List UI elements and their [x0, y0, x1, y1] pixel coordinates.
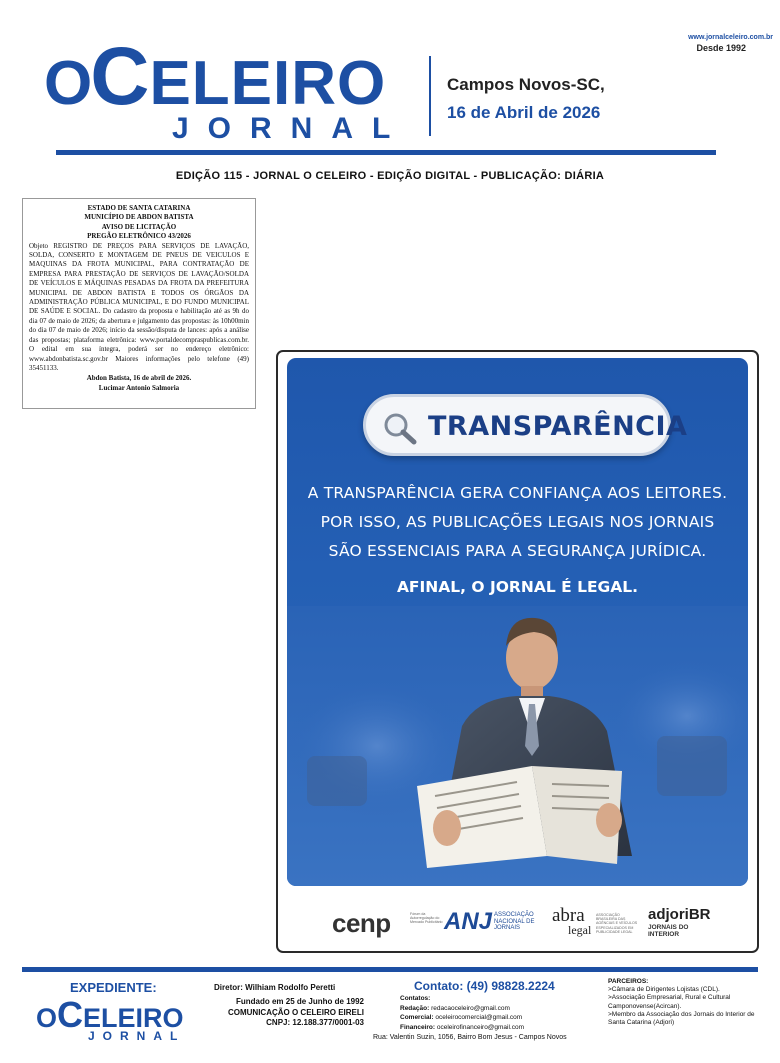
footer-logo: OCELEIRO JORNAL: [36, 994, 186, 1043]
cenp-subtitle: Fórum da Autorregulação do Mercado Publicitário: [410, 912, 443, 925]
abra-logo-legal: legal: [568, 923, 592, 937]
cenp-logo: cenp: [332, 908, 391, 938]
notice-place-date: Abdon Batista, 16 de abril de 2026.: [86, 374, 192, 383]
header-rule: [56, 150, 716, 155]
adjori-logo: adjoriBR: [648, 906, 711, 923]
logo-wordmark: OCELEIRO: [44, 31, 387, 122]
footer-logo-subtitle: JORNAL: [88, 1029, 186, 1043]
address: Rua: Valentin Suzin, 1056, Bairro Bom Jesus - Campos Novos: [373, 1034, 567, 1041]
contact-label: Redação:: [400, 1004, 430, 1012]
notice-number: PREGÃO ELETRÔNICO 43/2026: [87, 232, 191, 241]
partner-item: >Associação Empresarial, Rural e Cultural Camponovense(Acircan).: [608, 994, 731, 1010]
ad-pill-title: TRANSPARÊNCIA: [428, 411, 688, 442]
partners-list: [608, 978, 768, 1027]
notice-title: AVISO DE LICITAÇÃO: [101, 222, 177, 231]
contact-label: Financeiro:: [400, 1023, 436, 1031]
partner-item: >Câmara de Dirigentes Lojistas (CDL).: [608, 986, 720, 994]
ad-search-pill: [363, 394, 688, 456]
ad-line-2: POR ISSO, AS PUBLICAÇÕES LEGAIS NOS JORNAIS: [320, 513, 715, 531]
adjori-subtitle: JORNAIS DO INTERIOR: [648, 924, 689, 938]
ad-line-1: A TRANSPARÊNCIA GERA CONFIANÇA AOS LEITORES.: [307, 484, 728, 502]
ad-partner-logos: [330, 900, 720, 940]
footer-rule: [22, 967, 758, 972]
partners-title: PARCEIROS:: [608, 978, 649, 985]
site-link[interactable]: www.jornalceleiro.com.br: [688, 34, 773, 41]
contacts-label: Contatos:: [400, 995, 431, 1002]
ad-line-3: SÃO ESSENCIAIS PARA A SEGURANÇA JURÍDICA.: [328, 542, 707, 560]
anj-subtitle: ASSOCIAÇÃO NACIONAL DE JORNAIS: [494, 912, 535, 931]
anj-logo: ANJ: [444, 908, 493, 935]
notice-body: Objeto REGISTRO DE PREÇOS PARA SERVIÇOS DE LAVAÇÃO, SOLDA, CONSERTO E MONTAGEM DE PNEUS DE VEICULOS E MAQUINAS DA FROTA MUNICIPAL, PARA CONTRATAÇÃO DE EMPRESA PARA PRESTAÇÃO DE SERVIÇOS DE LAVAÇÃO/SOLDA DE VEÍCULOS E MÁQUINAS PESADAS DA FROTA DA PREFEITURA MUNICIPAL DE ABDON BATISTA E TODOS OS ÓRGÃOS DA ADMINISTRAÇÃO PÚBLICA MUNICIPAL, E DO FUNDO MUNICIPAL DE SAÚDE E SOCIAL. Do cadastro da proposta e habilitação até as 9h do dia 07 de maio de 2026; da abertura e julgamento das propostas: às 10h00min do dia 07 de maio de 2026; início da sessão/disputa de lances: após a análise das propostas; plataforma eletrônica: www.portaldecompraspublicas.com.br. O edital em sua íntegra, poderá ser no endereço eletrônico: www.abdonbatista.sc.gov.br Maiores informações pelo telefone (49) 35451133.: [29, 241, 249, 372]
abra-logo: abra: [552, 905, 585, 926]
masthead-logo: [44, 30, 414, 145]
notice-signer: Lucimar Antonio Salmoria: [98, 383, 180, 392]
header-city: Campos Novos-SC,: [447, 75, 605, 94]
transparency-ad: [287, 358, 748, 886]
director: Diretor: Wilhiam Rodolfo Peretti: [214, 983, 336, 992]
contact-phone: Contato: (49) 98828.2224: [414, 979, 555, 993]
legal-notice: [22, 198, 256, 409]
notice-municipality: MUNICÍPIO DE ABDON BATISTA: [84, 213, 194, 222]
edition-line: EDIÇÃO 115 - JORNAL O CELEIRO - EDIÇÃO DIGITAL - PUBLICAÇÃO: DIÁRIA: [175, 170, 605, 182]
since-label: Desde 1992: [696, 43, 746, 53]
notice-state: ESTADO DE SANTA CATARINA: [87, 204, 191, 212]
company-name: COMUNICAÇÃO O CELEIRO EIRELI: [227, 1007, 364, 1017]
magnifier-icon: [380, 410, 420, 446]
ad-cta: AFINAL, O JORNAL É LEGAL.: [396, 578, 639, 596]
contact-label: Comercial:: [400, 1014, 434, 1022]
email-link[interactable]: redacaoceleiro@gmail.com: [431, 1004, 510, 1012]
company-meta: [222, 997, 364, 1029]
partner-item: >Membro da Associação dos Jornais do Interior de Santa Catarina (Adjori): [608, 1010, 755, 1027]
email-link[interactable]: oceleirocomercial@gmail.com: [435, 1014, 523, 1022]
contact-list: [400, 994, 524, 1032]
abra-subtitle: ASSOCIAÇÃO BRASILEIRA DAS AGÊNCIAS E VEÍCULOS ESPECIALIZADOS EM PUBLICIDADE LEGAL: [596, 913, 638, 934]
founded-line: Fundado em 25 de Junho de 1992: [235, 997, 364, 1006]
cnpj-line: CNPJ: 12.188.377/0001-03: [266, 1018, 364, 1027]
logo-subtitle: JORNAL: [172, 112, 410, 145]
email-link[interactable]: oceleirofinanceiro@gmail.com: [436, 1023, 525, 1031]
newspaper-reader-photo: [287, 606, 748, 886]
expediente-label: EXPEDIENTE:: [70, 980, 157, 995]
header-date: 16 de Abril de 2026: [447, 103, 601, 122]
header-divider: [429, 56, 431, 136]
